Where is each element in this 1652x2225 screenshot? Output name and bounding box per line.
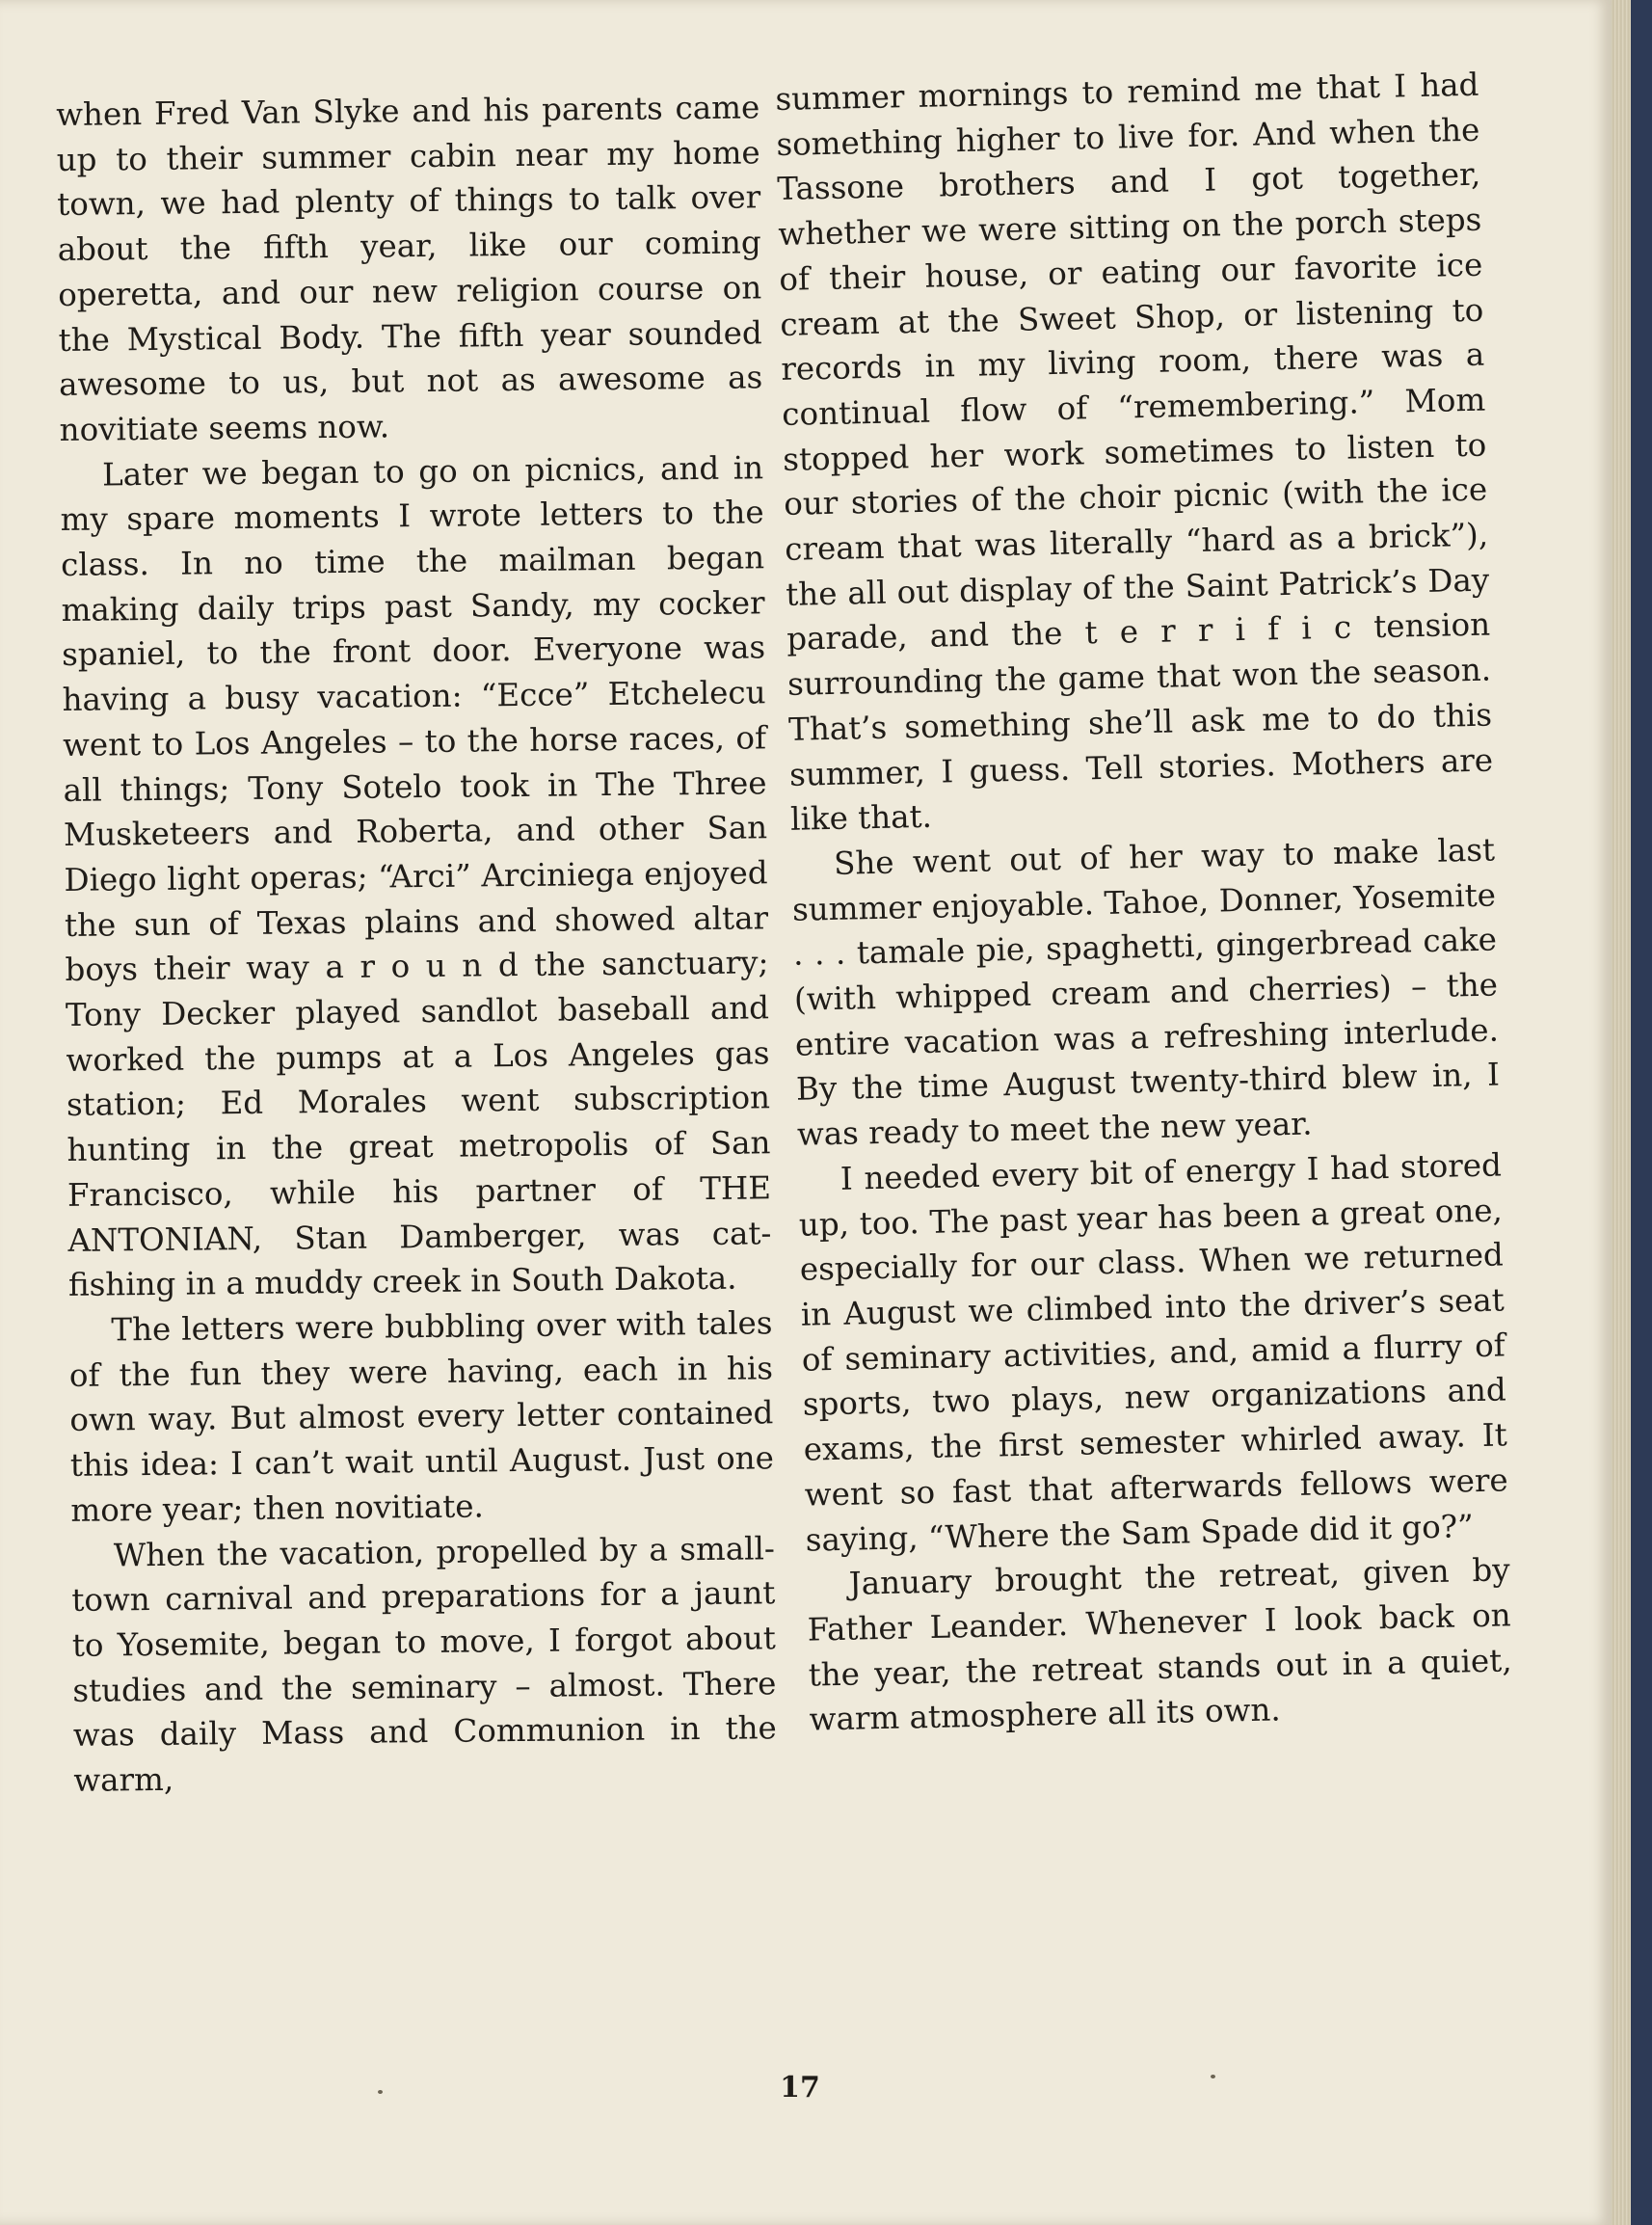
paragraph: January brought the retreat, given by Father Leander. Whenever I look back on the year, the retreat stands out in a quiet, warm atmosphere all its own. <box>807 1551 1512 1738</box>
paragraph: summer mornings to remind me that I had something higher to live for. And when the Tassone brothers and I got together, whether we were sitting on the porch steps of their house, or eating our favorite ice cream at the Sweet Shop, or listening to records in my living room, there was a continual flow of “remembering.” Mom stopped her work sometimes to listen to our stories of the choir picnic (with the ice cream that was literally “hard as a brick”), the all out display of the Saint Patrick’s Day parade, and the t e r r i f i c tension surrounding the game that won the season. That’s something she’ll ask me to do this summer, I guess. Tell stories. Mothers are like that. <box>775 66 1494 839</box>
paragraph: When the vacation, propelled by a small-town carnival and preparations for a jaunt to Yosemite, began to move, I forgot about studies and the seminary – almost. There was daily Mass and Communion in the warm, <box>71 1529 778 1799</box>
page-edge <box>1612 0 1631 2225</box>
left-column <box>56 85 778 1803</box>
paragraph: I needed every bit of energy I had stored up, too. The past year has been a great one, especially for our class. When we returned in August we climbed into the driver’s seat of seminary activities, and, amid a flurry of sports, two plays, new organizations and exams, the first semester whirled away. It went so fast that afterwards fellows were saying, “Where the Sam Spade did it go?” <box>798 1146 1509 1559</box>
paper-speck <box>378 2090 383 2094</box>
paper-speck <box>1211 2075 1215 2078</box>
right-column <box>775 63 1513 1743</box>
paragraph: The letters were bubbling over with tales of the fun they were having, each in his own way. But almost every letter contained this idea: I can’t wait until August. Just one more year; then novitiate. <box>68 1304 775 1529</box>
paragraph: when Fred Van Slyke and his parents came up to their summer cabin near my home town, we had plenty of things to talk over about the fifth year, like our coming operetta, and our new religion course on the Mystical Body. The fifth year sounded awesome to us, but not as awesome as novitiate seems now. <box>56 89 763 448</box>
page-number: 17 <box>780 2071 820 2104</box>
paragraph: She went out of her way to make last summer enjoyable. Tahoe, Donner, Yosemite . . . tamale pie, spaghetti, gingerbread cake (with whipped cream and cherries) – the entire vacation was a refreshing interlude. By the time August twenty-third blew in, I was ready to meet the new year. <box>791 831 1501 1153</box>
book-binding <box>1631 0 1652 2225</box>
paragraph: Later we began to go on picnics, and in my spare moments I wrote letters to the class. In no time the mailman began making daily trips past Sandy, my cocker spaniel, to the front door. Everyone was having a busy vacation: “Ecce” Etchelecu went to Los Angeles – to the horse races, of all things; Tony Sotelo took in The Three Musketeers and Roberta, and other San Diego light operas; “Arci” Arciniega enjoyed the sun of Texas plains and showed altar boys their way a r o u n d the sanctuary; Tony Decker played sandlot baseball and worked the pumps at a Los Angeles gas station; Ed Morales went subscription hunting in the great metropolis of San Francisco, while his partner of THE ANTONIAN, Stan Damberger, was cat-fishing in a muddy creek in South Dakota. <box>60 448 772 1304</box>
